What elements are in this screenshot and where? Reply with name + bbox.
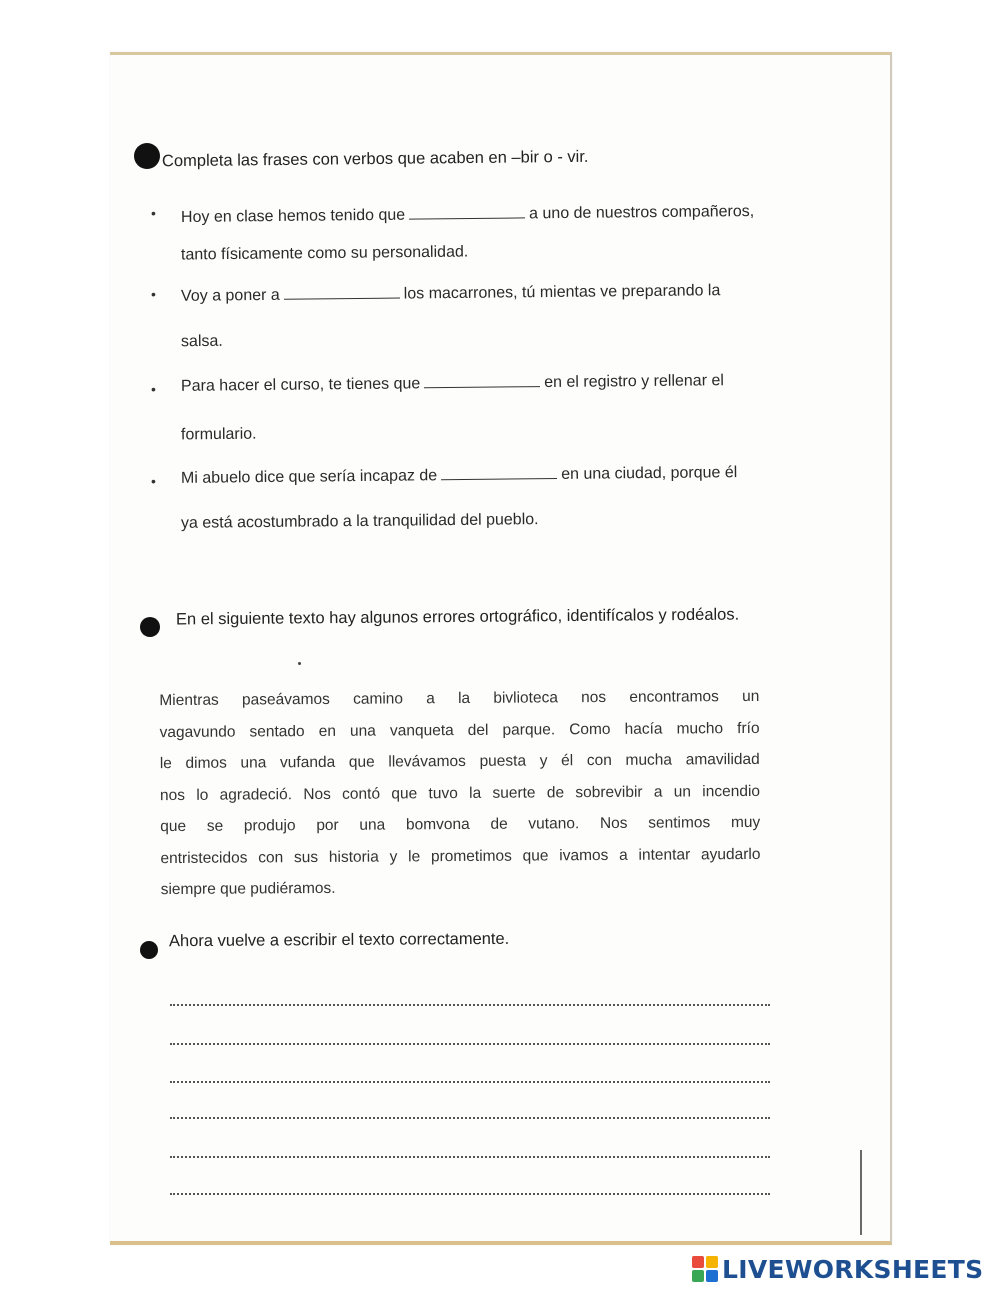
answer-writing-line[interactable]: [170, 1043, 770, 1045]
sentence-continuation: tanto físicamente como su personalidad.: [180, 243, 469, 264]
sentence-before-blank: Para hacer el curso, te tienes que: [180, 375, 421, 395]
section3-bullet-dot: [140, 941, 158, 959]
sentence-after-blank: a uno de nuestros compañeros,: [529, 202, 755, 223]
sentence-after-blank: en una ciudad, porque él: [561, 464, 738, 483]
sentence-continuation: formulario.: [180, 425, 257, 444]
item-bullet: •: [151, 381, 156, 397]
logo-square-red: [692, 1256, 704, 1268]
paper-speck: [298, 662, 301, 665]
liveworksheets-logo-icon: [692, 1256, 718, 1282]
paragraph-line: que se produjo por una bomvona de vutano. Nos sentimos muy: [160, 813, 761, 836]
logo-square-blue: [706, 1270, 718, 1282]
fill-in-blank[interactable]: [441, 466, 557, 480]
section2-bullet-dot: [140, 617, 160, 637]
answer-writing-line[interactable]: [170, 1193, 770, 1195]
answer-writing-line[interactable]: [170, 1117, 770, 1119]
section3-heading: Ahora vuelve a escribir el texto correctamente.: [168, 929, 510, 951]
logo-square-yellow: [706, 1256, 718, 1268]
answer-writing-line[interactable]: [170, 1004, 770, 1006]
sentence-continuation: ya está acostumbrado a la tranquilidad del pueblo.: [180, 511, 539, 532]
sentence-before-blank: Voy a poner a: [180, 286, 280, 305]
paper-edge-line: [860, 1150, 862, 1235]
sentence-before-blank: Hoy en clase hemos tenido que: [180, 206, 406, 227]
section1-heading: Completa las frases con verbos que acaben en –bir o - vir.: [161, 147, 589, 171]
error-text-paragraph: [159, 681, 761, 906]
sentence-before-blank: Mi abuelo dice que sería incapaz de: [180, 467, 438, 487]
sentence-after-blank: en el registro y rellenar el: [544, 372, 724, 392]
answer-writing-line[interactable]: [170, 1081, 770, 1083]
paragraph-line: Mientras paseávamos camino a la bivlioteca nos encontramos un: [159, 687, 760, 710]
item-bullet: •: [151, 205, 156, 221]
logo-square-green: [692, 1270, 704, 1282]
worksheet-paper: [110, 52, 892, 1245]
item-bullet: •: [151, 286, 156, 302]
fill-in-blank[interactable]: [284, 286, 400, 300]
paragraph-line: le dimos una vufanda que llevávamos puesta y él con mucha amavilidad: [159, 750, 760, 773]
paragraph-line: siempre que pudiéramos.: [160, 879, 336, 899]
fill-in-blank[interactable]: [409, 205, 525, 219]
paragraph-line: entristecidos con sus historia y le prometimos que ivamos a intentar ayudarlo: [160, 845, 761, 867]
liveworksheets-logo-text: LIVEWORKSHEETS: [722, 1254, 984, 1284]
answer-writing-line[interactable]: [170, 1156, 770, 1158]
paragraph-line: vagavundo sentado en una vanqueta del parque. Como hacía mucho frío: [159, 719, 760, 741]
sentence-continuation: salsa.: [180, 332, 223, 351]
sentence-after-blank: los macarrones, tú mientas ve preparando la: [403, 282, 721, 303]
section2-heading: En el siguiente texto hay algunos errores ortográfico, identifícalos y rodéalos.: [175, 605, 740, 629]
fill-in-blank[interactable]: [424, 374, 540, 388]
item-bullet: •: [151, 473, 156, 489]
paragraph-line: nos lo agradeció. Nos contó que tuvo la suerte de sobrevibir a un incendio: [159, 782, 761, 804]
liveworksheets-logo: [692, 1254, 983, 1284]
section1-bullet-dot: [134, 143, 160, 169]
